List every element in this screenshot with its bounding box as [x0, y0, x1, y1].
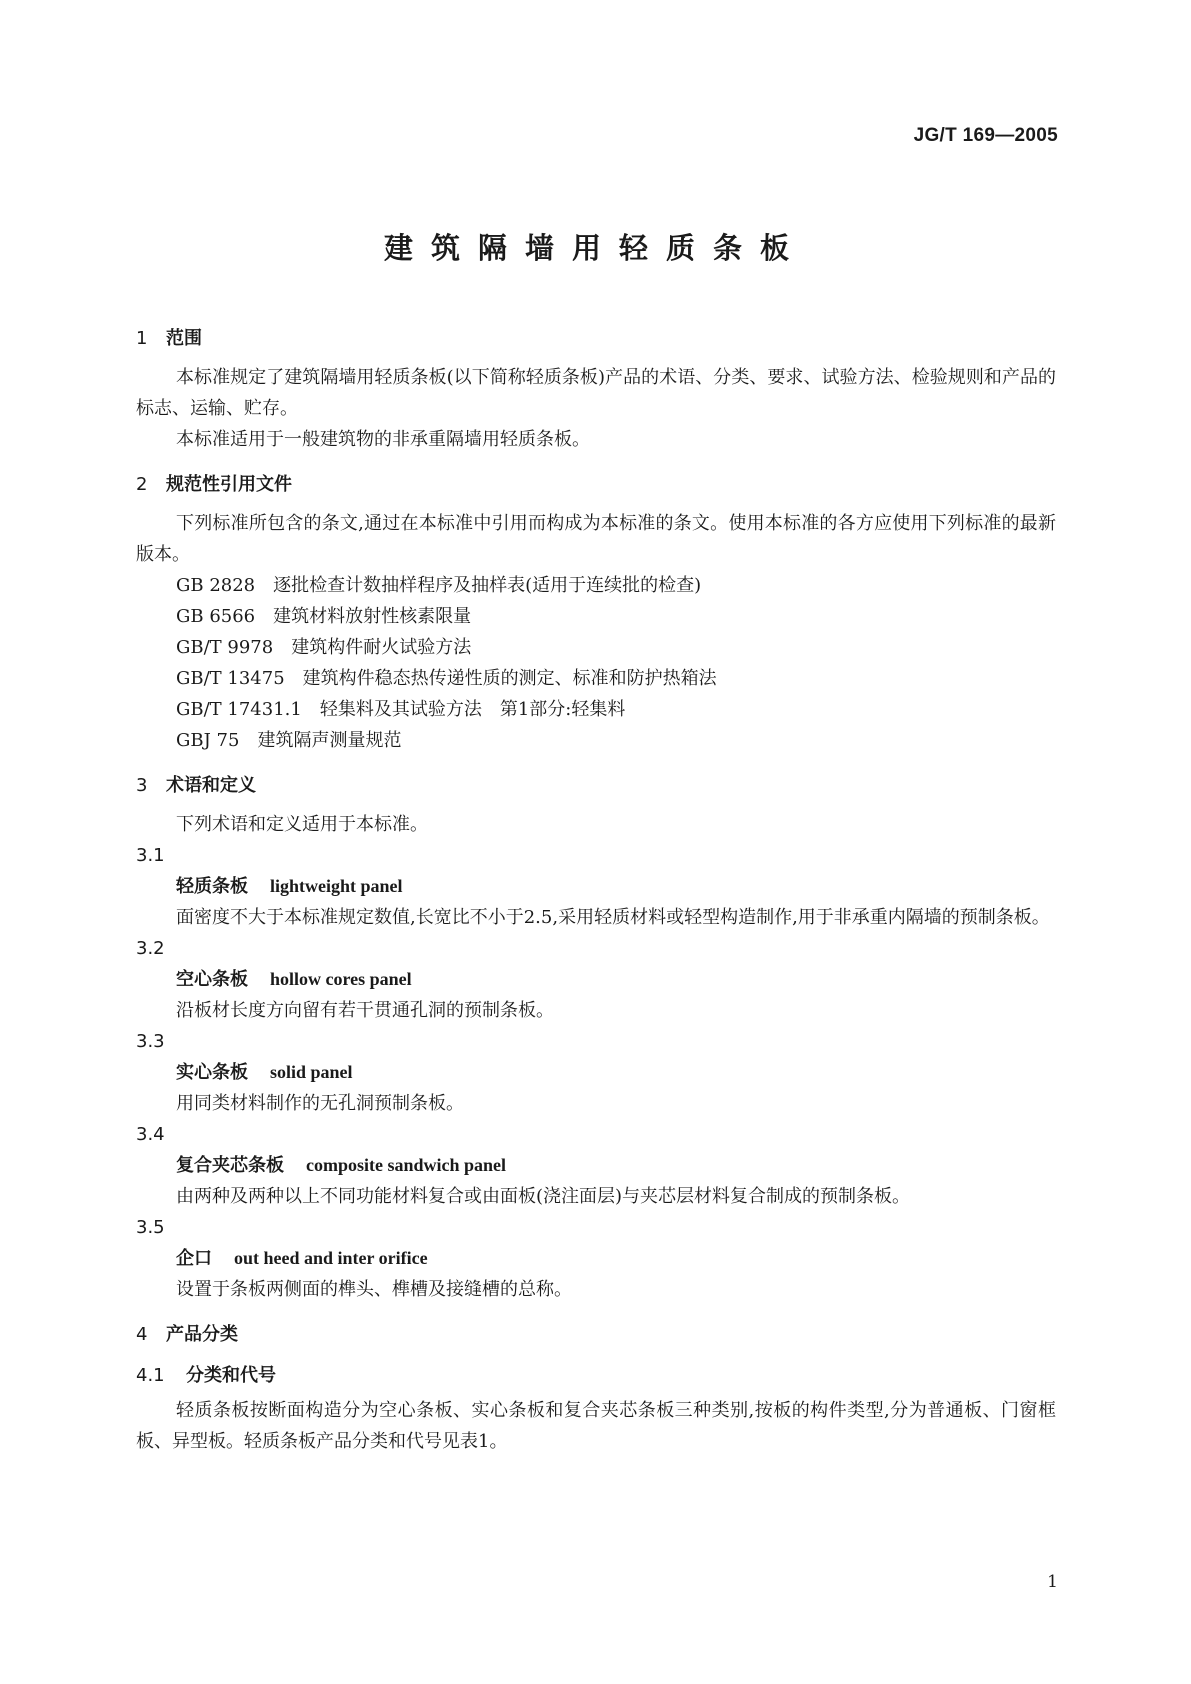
reference-title: 建筑材料放射性核素限量 [273, 606, 472, 627]
term-definition: 用同类材料制作的无孔洞预制条板。 [176, 1093, 464, 1114]
reference-item [136, 632, 1056, 663]
section-number: 3 [136, 775, 148, 796]
reference-code: GB 2828 [176, 575, 256, 596]
reference-code: GB 6566 [176, 606, 256, 627]
reference-item [136, 694, 1056, 725]
paragraph: 轻质条板按断面构造分为空心条板、实心条板和复合夹芯条板三种类别,按板的构件类型,分为普通板、门窗框板、异型板。轻质条板产品分类和代号见表1。 [136, 1400, 1056, 1452]
reference-title: 建筑构件稳态热传递性质的测定、标准和防护热箱法 [302, 668, 717, 689]
paragraph: 本标准规定了建筑隔墙用轻质条板(以下简称轻质条板)产品的术语、分类、要求、试验方法、检验规则和产品的标志、运输、贮存。 [136, 367, 1056, 419]
clause-number: 3.3 [136, 1031, 165, 1052]
clause-number: 3.1 [136, 845, 165, 866]
term-cn: 复合夹芯条板 [176, 1155, 284, 1176]
subsection-number: 4.1 [136, 1365, 165, 1386]
reference-item [136, 601, 1056, 632]
term-heading [136, 964, 1056, 995]
paragraph: 本标准适用于一般建筑物的非承重隔墙用轻质条板。 [176, 429, 590, 450]
reference-code: GB/T 13475 [176, 668, 285, 689]
reference-title: 建筑隔声测量规范 [257, 730, 402, 751]
section-heading-normative-references [136, 469, 1056, 500]
term-definition: 面密度不大于本标准规定数值,长宽比不小于2.5,采用轻质材料或轻型构造制作,用于非承重内隔墙的预制条板。 [176, 907, 1050, 928]
subsection-title: 分类和代号 [186, 1365, 276, 1386]
section-title: 规范性引用文件 [166, 474, 292, 495]
reference-item [136, 725, 1056, 756]
standard-code: JG/T 169—2005 [913, 125, 1058, 146]
reference-title: 建筑构件耐火试验方法 [291, 637, 472, 658]
reference-code: GB/T 17431.1 [176, 699, 302, 720]
term-definition: 由两种及两种以上不同功能材料复合或由面板(浇注面层)与夹芯层材料复合制成的预制条板。 [176, 1186, 911, 1207]
section-title: 产品分类 [166, 1324, 238, 1345]
section-heading-scope [136, 323, 1056, 354]
paragraph: 下列标准所包含的条文,通过在本标准中引用而构成为本标准的条文。使用本标准的各方应使用下列标准的最新版本。 [136, 513, 1056, 565]
term-definition: 沿板材长度方向留有若干贯通孔洞的预制条板。 [176, 1000, 554, 1021]
term-cn: 企口 [176, 1248, 212, 1269]
clause-number: 3.2 [136, 938, 165, 959]
term-cn: 轻质条板 [176, 876, 248, 897]
reference-code: GBJ 75 [176, 730, 240, 751]
term-heading [136, 1150, 1056, 1181]
term-heading [136, 1243, 1056, 1274]
document-body [136, 323, 1056, 1457]
section-title: 范围 [166, 328, 202, 349]
reference-title: 逐批检查计数抽样程序及抽样表(适用于连续批的检查) [273, 575, 702, 596]
clause-number: 3.4 [136, 1124, 165, 1145]
section-heading-terms [136, 770, 1056, 801]
clause-number: 3.5 [136, 1217, 165, 1238]
section-number: 4 [136, 1324, 148, 1345]
reference-item [136, 663, 1056, 694]
term-en: out heed and inter orifice [234, 1248, 428, 1268]
page-number: 1 [1047, 1572, 1058, 1592]
term-definition: 设置于条板两侧面的榫头、榫槽及接缝槽的总称。 [176, 1279, 572, 1300]
term-heading [136, 871, 1056, 902]
section-number: 1 [136, 328, 148, 349]
document-title: 建筑隔墙用轻质条板 [383, 231, 807, 265]
reference-code: GB/T 9978 [176, 637, 274, 658]
section-number: 2 [136, 474, 148, 495]
section-title: 术语和定义 [166, 775, 256, 796]
term-en: solid panel [270, 1062, 353, 1082]
reference-item [136, 570, 1056, 601]
term-en: composite sandwich panel [306, 1155, 507, 1175]
term-en: lightweight panel [270, 876, 403, 896]
term-heading [136, 1057, 1056, 1088]
section-heading-classification [136, 1319, 1056, 1350]
term-en: hollow cores panel [270, 969, 412, 989]
paragraph: 下列术语和定义适用于本标准。 [176, 814, 428, 835]
reference-title: 轻集料及其试验方法 第1部分:轻集料 [319, 699, 626, 720]
term-cn: 实心条板 [176, 1062, 248, 1083]
term-cn: 空心条板 [176, 969, 248, 990]
subsection-heading [136, 1360, 1056, 1391]
